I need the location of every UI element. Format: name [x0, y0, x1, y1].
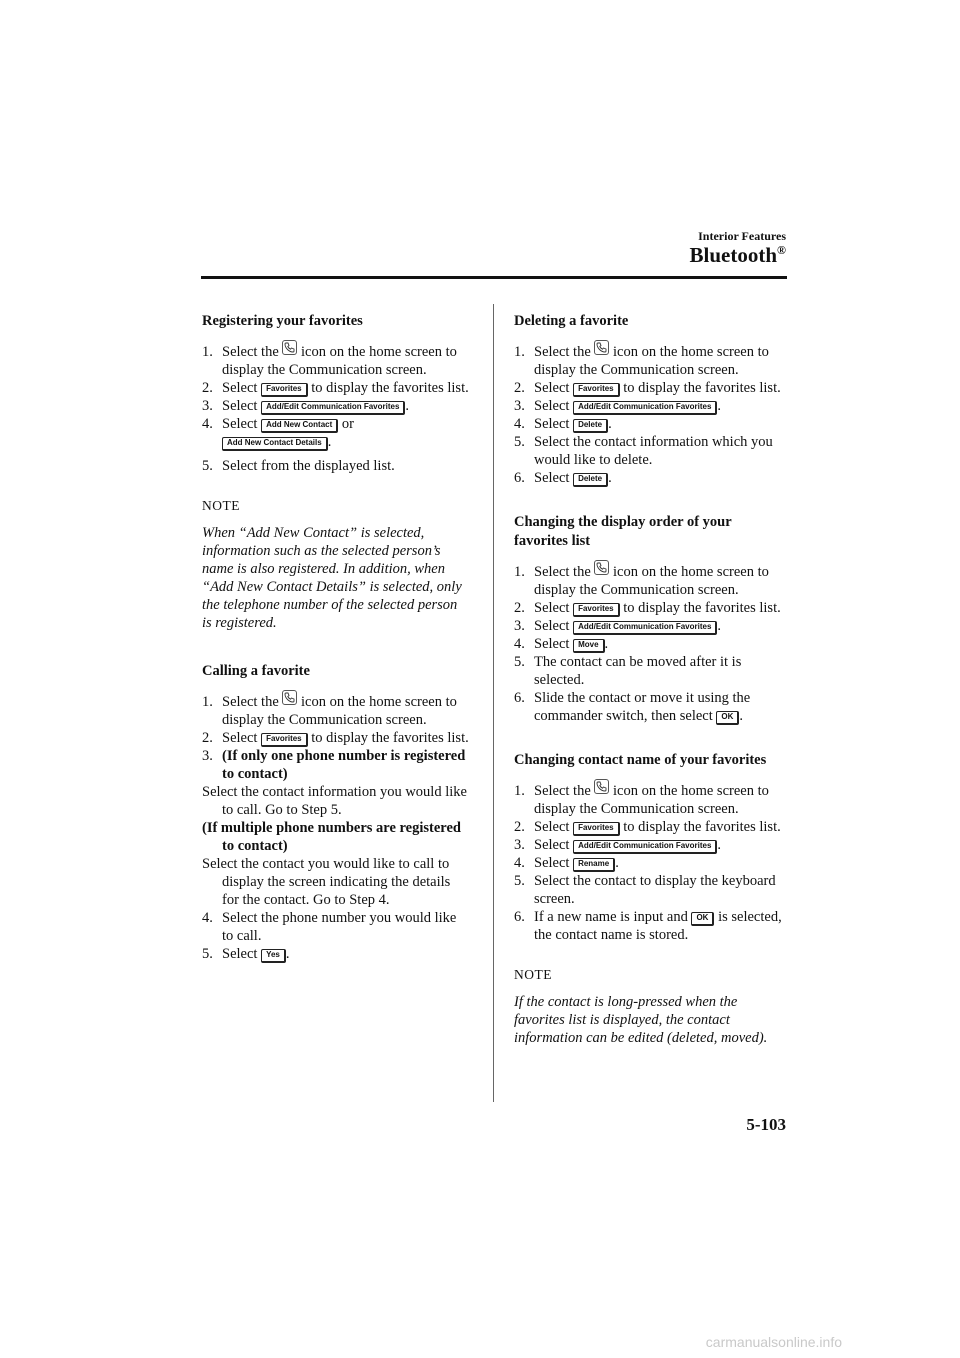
- step-2: 2. Select Favorites to display the favorites list.: [202, 730, 469, 746]
- step-5: 5. Select the contact information which you would like to delete.: [514, 434, 773, 468]
- step-1: 1. Select the icon on the home screen to display the Communication screen.: [514, 560, 784, 599]
- section-title: Changing contact name of your favorites: [514, 752, 767, 768]
- page-number: 5-103: [746, 1115, 786, 1134]
- favorites-button[interactable]: Favorites: [261, 383, 308, 397]
- left-column: [202, 312, 470, 989]
- step-6: 6. Slide the contact or move it using the commander switch, then select OK .: [514, 690, 751, 724]
- add-edit-favorites-button[interactable]: Add/Edit Communication Favorites: [261, 401, 405, 415]
- note-body: When “Add New Contact” is selected, information such as the selected person’s name is also registered. In addition, when “Add New Contact Details” is selected, only the telephone number of the selected person is registered.: [202, 525, 462, 631]
- add-new-contact-details-button[interactable]: Add New Contact Details: [222, 437, 328, 451]
- step-4: 4. Select the phone number you would like to call.: [202, 910, 457, 944]
- step-1: 1. Select the icon on the home screen to display the Communication screen.: [514, 779, 784, 818]
- step-6: 6. If a new name is input and OK is selected, the contact name is stored.: [514, 909, 782, 943]
- step-2: 2. Select Favorites to display the favorites list.: [514, 380, 781, 396]
- note-title: NOTE: [514, 967, 552, 982]
- column-divider: [493, 304, 494, 1102]
- section-title: Changing the display order of your favorites list: [514, 514, 732, 549]
- phone-icon: [282, 690, 297, 705]
- add-edit-favorites-button[interactable]: Add/Edit Communication Favorites: [573, 621, 717, 635]
- note-title: NOTE: [202, 498, 240, 513]
- step-5: 5. Select Yes .: [202, 946, 290, 962]
- step-2: 2. Select Favorites to display the favorites list.: [514, 600, 781, 616]
- step-4: 4. Select Move .: [514, 636, 609, 652]
- steps-list: [202, 340, 470, 475]
- phone-icon: [594, 779, 609, 794]
- step-4: 4. Select Rename .: [514, 855, 619, 871]
- favorites-button[interactable]: Favorites: [573, 383, 620, 397]
- phone-icon: [594, 340, 609, 355]
- header-rule: [201, 276, 787, 279]
- step-5: 5. Select from the displayed list.: [202, 458, 395, 474]
- registered-mark: ®: [777, 243, 786, 257]
- step-1: 1. Select the icon on the home screen to display the Communication screen.: [202, 690, 470, 729]
- step-3: 3. Select Add/Edit Communication Favorites .: [514, 618, 722, 634]
- yes-button[interactable]: Yes: [261, 949, 286, 963]
- header-section-title: Interior Features: [698, 229, 786, 243]
- add-edit-favorites-button[interactable]: Add/Edit Communication Favorites: [573, 401, 717, 415]
- move-button[interactable]: Move: [573, 639, 604, 653]
- section-title: Registering your favorites: [202, 313, 363, 329]
- step-1: 1. Select the icon on the home screen to display the Communication screen.: [514, 340, 784, 379]
- step-4: 4. Select Add New Contact or Add New Contact Details .: [202, 416, 355, 450]
- step-6: 6. Select Delete .: [514, 470, 612, 486]
- step-2: 2. Select Favorites to display the favorites list.: [514, 819, 781, 835]
- note-body: If the contact is long-pressed when the favorites list is displayed, the contact information can be edited (deleted, moved).: [514, 994, 768, 1046]
- watermark: carmanualsonline.info: [705, 1334, 842, 1350]
- step-4: 4. Select Delete .: [514, 416, 612, 432]
- delete-button[interactable]: Delete: [573, 419, 608, 433]
- step-3: 3. Select Add/Edit Communication Favorites .: [202, 398, 410, 414]
- add-edit-favorites-button[interactable]: Add/Edit Communication Favorites: [573, 840, 717, 854]
- section-registering: [202, 312, 470, 632]
- favorites-button[interactable]: Favorites: [573, 822, 620, 836]
- rename-button[interactable]: Rename: [573, 858, 615, 872]
- section-deleting: [514, 312, 784, 487]
- add-new-contact-button[interactable]: Add New Contact: [261, 419, 338, 433]
- section-calling: [202, 662, 470, 963]
- favorites-button[interactable]: Favorites: [573, 603, 620, 617]
- section-display-order: [514, 513, 784, 725]
- ok-button[interactable]: OK: [716, 711, 739, 725]
- step-5: 5. The contact can be moved after it is selected.: [514, 654, 742, 688]
- step-3: 3. Select Add/Edit Communication Favorites .: [514, 398, 722, 414]
- step-5: 5. Select the contact to display the keyboard screen.: [514, 873, 776, 907]
- delete-button[interactable]: Delete: [573, 473, 608, 487]
- steps-list: [202, 690, 470, 963]
- right-column: [514, 312, 784, 1073]
- phone-icon: [282, 340, 297, 355]
- step-3: 3. (If only one phone number is registered to contact) Select the contact information you would like to call. Go to Step 5. (If multiple phone numbers are registered to contact) Select the contact you would like to call to display the screen indicating the details for the contact. Go to Step 4.: [202, 748, 467, 908]
- step-3: 3. Select Add/Edit Communication Favorites .: [514, 837, 722, 853]
- step-1: 1. Select the icon on the home screen to display the Communication screen.: [202, 340, 470, 379]
- phone-icon: [594, 560, 609, 575]
- section-title: Calling a favorite: [202, 663, 310, 679]
- steps-list: [514, 560, 784, 725]
- step-2: 2. Select Favorites to display the favorites list.: [202, 380, 469, 396]
- favorites-button[interactable]: Favorites: [261, 733, 308, 747]
- header-chapter-title: Bluetooth®: [689, 243, 786, 267]
- section-rename: [514, 751, 784, 1047]
- section-title: Deleting a favorite: [514, 313, 629, 329]
- steps-list: [514, 340, 784, 487]
- ok-button[interactable]: OK: [691, 912, 714, 926]
- steps-list: [514, 779, 784, 944]
